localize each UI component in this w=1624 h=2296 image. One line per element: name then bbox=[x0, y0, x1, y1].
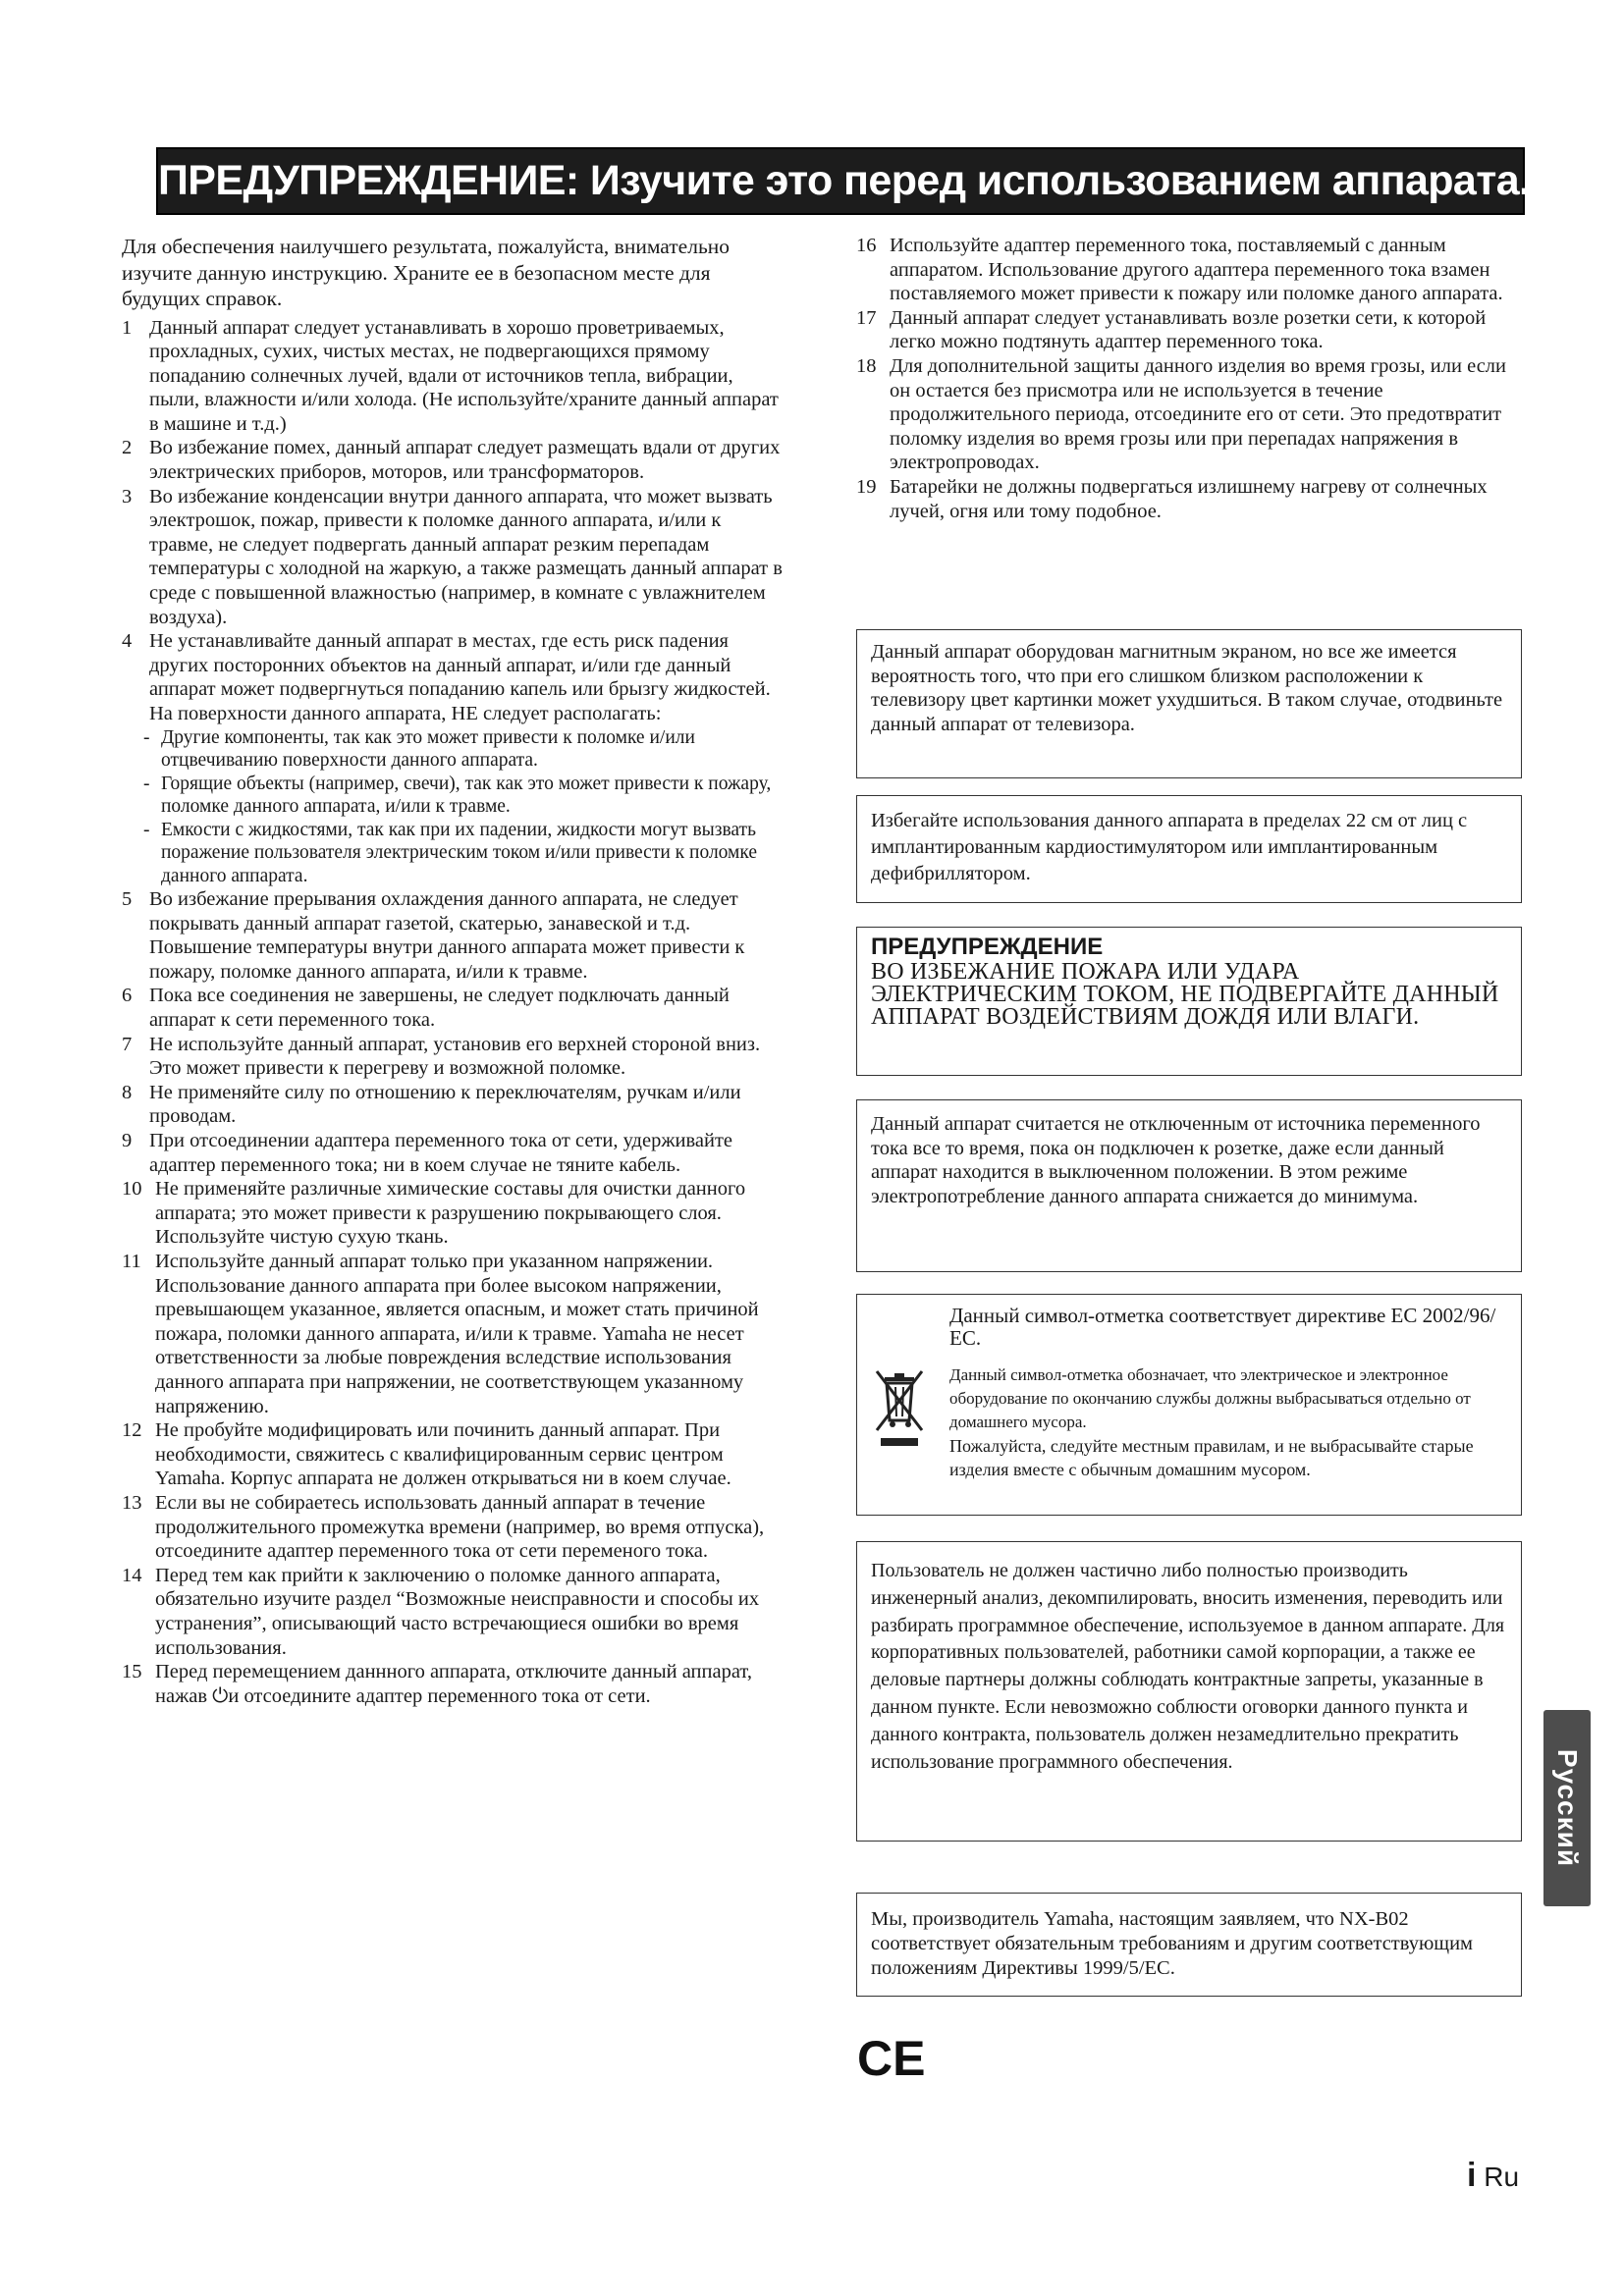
weee-paragraph: Данный символ-отметка соответствует директиве ЕС 2002/96/ЕС. bbox=[949, 1304, 1496, 1350]
item-number: 3 bbox=[122, 485, 133, 507]
page-lang: Ru bbox=[1484, 2162, 1520, 2192]
item-text: При отсоединении адаптера переменного тока от сети, удерживайте адаптер переменного тока; ни в коем случае не тяните кабель. bbox=[149, 1130, 732, 1176]
item-number: 2 bbox=[122, 437, 133, 459]
weee-text bbox=[949, 1305, 1507, 1481]
list-item bbox=[122, 984, 785, 1032]
list-item bbox=[122, 1081, 785, 1129]
item-text: Если вы не собираетесь использовать данный аппарат в течение продолжительного промежутка времени (например, во время отпуска), отсоедините адаптер переменного тока от сети переменого тока. bbox=[155, 1491, 765, 1563]
weee-paragraph: Пожалуйста, следуйте местным правилам, и не выбрасывайте старые изделия вместе с обычным домашним мусором. bbox=[949, 1436, 1474, 1479]
item-number: 4 bbox=[122, 630, 133, 653]
list-item bbox=[122, 1250, 785, 1418]
language-tab-label: Русский bbox=[1552, 1748, 1583, 1868]
sub-item bbox=[122, 819, 785, 888]
page-title: ПРЕДУПРЕЖДЕНИЕ: Изучите это перед использованием аппарата. bbox=[158, 157, 1531, 204]
list-item bbox=[122, 1129, 785, 1177]
item-text: Во избежание помех, данный аппарат следует размещать вдали от других электрических приборов, моторов, или трансформаторов. bbox=[149, 437, 781, 484]
pacemaker-notice: Избегайте использования данного аппарата в пределах 22 см от лиц с имплантированным кардиостимулятором или имплантированным дефибриллятором. bbox=[856, 795, 1522, 903]
list-item bbox=[856, 306, 1524, 354]
item-text: Не применяйте различные химические составы для очистки данного аппарата; это может привести к разрушению покрывающего слоя. Используйте чистую сухую ткань. bbox=[155, 1178, 746, 1249]
sub-item bbox=[122, 773, 785, 819]
item-number: 16 bbox=[856, 235, 877, 256]
item-text: Данный аппарат следует устанавливать возле розетки сети, к которой легко можно подтянуть адаптер переменного тока. bbox=[890, 306, 1487, 353]
warning-banner bbox=[156, 147, 1531, 215]
list-item bbox=[122, 316, 785, 437]
item-number: 9 bbox=[122, 1130, 133, 1152]
page-roman: i bbox=[1467, 2157, 1477, 2194]
item-number: 11 bbox=[122, 1251, 141, 1272]
sub-dash: - bbox=[143, 726, 150, 748]
list-item bbox=[122, 1564, 785, 1660]
page-number bbox=[1467, 2157, 1519, 2195]
list-item bbox=[856, 475, 1524, 523]
item-text: Не устанавливайте данный аппарат в местах, где есть риск падения других посторонних объектов на данный аппарат, и/или где данный аппарат может подвергнуться попаданию капель или брызгу жидкостей. На поверхности данного аппарата, НЕ следует располагать: bbox=[149, 630, 771, 724]
list-item bbox=[122, 1033, 785, 1081]
warning-body: ВО ИЗБЕЖАНИЕ ПОЖАРА ИЛИ УДАРА ЭЛЕКТРИЧЕСКИМ ТОКОМ, НЕ ПОДВЕРГАЙТЕ ДАННЫЙ АППАРАТ ВОЗДЕЙСТВИЯМ ДОЖДЯ ИЛИ ВЛАГИ. bbox=[871, 959, 1499, 1030]
item-number: 6 bbox=[122, 985, 133, 1007]
left-column bbox=[122, 234, 785, 1708]
item-text: Перед перемещением даннного аппарата, отключите данный аппарат, нажав ⏻и отсоедините адаптер переменного тока от сети. bbox=[155, 1661, 752, 1707]
list-item bbox=[122, 629, 785, 725]
weee-notice bbox=[856, 1294, 1522, 1516]
license-notice: Пользователь не должен частично либо полностью производить инженерный анализ, декомпилировать, вносить изменения, переводить или разбирать программное обеспечение, используемое в данном аппарате. Для корпоративных пользователей, работники самой корпорации, а также ее деловые партнеры должны соблюдать контрактные запреты, указанные в данном пункте. Если невозможно соблюсти оговорки данного пункта и данного контракта, пользователь должен незамедлительно прекратить использование программного обеспечения. bbox=[856, 1541, 1522, 1842]
crossed-bin-icon bbox=[871, 1363, 928, 1452]
right-column bbox=[856, 234, 1524, 523]
item-text: Перед тем как прийти к заключению о поломке данного аппарата, обязательно изучите раздел “Возможные неисправности и способы их устранения”, описывающий часто встречающиеся ошибки во время использования. bbox=[155, 1564, 760, 1659]
item-text: Пока все соединения не завершены, не следует подключать данный аппарат к сети переменного тока. bbox=[149, 985, 730, 1032]
item-number: 5 bbox=[122, 888, 133, 911]
item-text: Для дополнительной защиты данного изделия во время грозы, или если он остается без присмотра или не используется в течение продолжительного периода, отсоедините его от сети. Это предотвратит поломку изделия во время грозы или при перепадах напряжения в электропроводах. bbox=[890, 354, 1507, 474]
item-text: Используйте адаптер переменного тока, поставляемый с данным аппаратом. Использование другого адаптера переменного тока взамен поставляемого может привести к пожару или поломке даного аппарата. bbox=[890, 235, 1503, 305]
sub-dash: - bbox=[143, 773, 150, 794]
sub-text: Другие компоненты, так как это может привести к поломке и/или отцвечиванию поверхности данного аппарата. bbox=[161, 726, 695, 772]
item-text: Не используйте данный аппарат, установив его верхней стороной вниз. Это может привести к перегреву и возможной поломке. bbox=[149, 1033, 761, 1080]
sub-text: Емкости с жидкостями, так как при их падении, жидкости могут вызвать поражение пользователя электрическим током и/или привести к поломке данного аппарата. bbox=[161, 819, 758, 886]
sub-text: Горящие объекты (например, свечи), так как это может привести к пожару, поломке данного аппарата, и/или к травме. bbox=[161, 773, 772, 818]
list-item bbox=[122, 1660, 785, 1708]
list-item bbox=[122, 485, 785, 630]
item-number: 17 bbox=[856, 306, 877, 329]
ce-mark-text: CE bbox=[857, 2034, 926, 2083]
item-text: Во избежание прерывания охлаждения данного аппарата, не следует покрывать данный аппарат газетой, скатерью, занавеской и т.д. Повышение температуры внутри данного аппарата может привести к пожару, поломке данного аппарата, и/или к травме. bbox=[149, 888, 745, 983]
declaration-notice: Мы, производитель Yamaha, настоящим заявляем, что NX-B02 соответствует обязательным требованиям и другим соответствующим положениям Директивы 1999/5/ЕС. bbox=[856, 1893, 1522, 1997]
item-number: 19 bbox=[856, 475, 877, 498]
intro-paragraph: Для обеспечения наилучшего результата, пожалуйста, внимательно изучите данную инструкцию. Храните ее в безопасном месте для будущих справок. bbox=[122, 235, 731, 310]
list-item bbox=[122, 1177, 785, 1250]
list-item bbox=[122, 1418, 785, 1491]
item-text: Данный аппарат следует устанавливать в хорошо проветриваемых, прохладных, сухих, чистых местах, не подвергающихся прямому попаданию солнечных лучей, вдали от источников тепла, вибрации, пыли, влажности и/или холода. (Не используйте/храните данный аппарат в машине и т.д.) bbox=[149, 316, 779, 435]
item-text: Не пробуйте модифицировать или починить данный аппарат. При необходимости, свяжитесь с квалифицированным сервис центром Yamaha. Корпус аппарата не должен открываться ни в коем случае. bbox=[155, 1419, 731, 1490]
item-number: 14 bbox=[122, 1564, 142, 1586]
magnetic-shield-notice: Данный аппарат оборудован магнитным экраном, но все же имеется вероятность того, что при его слишком близком расположении к телевизору цвет картинки может ухудшиться. В таком случае, отодвиньте данный аппарат от телевизора. bbox=[856, 629, 1522, 778]
warning-box bbox=[856, 927, 1522, 1076]
item-number: 8 bbox=[122, 1081, 133, 1103]
list-item bbox=[122, 887, 785, 984]
item-number: 7 bbox=[122, 1033, 133, 1055]
item-text: Используйте данный аппарат только при указанном напряжении. Использование данного аппарата при более высоком напряжении, превышающем указанное, является опасным, и может стать причиной пожара, поломки данного аппарата, и/или к травме. Yamaha не несет ответственности за любые повреждения вследствие использования данного аппарата при напряжении, не соответствующем указанному напряжению. bbox=[155, 1251, 759, 1417]
item-number: 13 bbox=[122, 1491, 142, 1514]
item-number: 1 bbox=[122, 316, 133, 339]
weee-paragraph: Данный символ-отметка обозначает, что электрическое и электронное оборудование по окончанию службы должны выбрасываться отдельно от домашнего мусора. bbox=[949, 1365, 1471, 1431]
list-item bbox=[856, 354, 1524, 475]
item-number: 10 bbox=[122, 1178, 142, 1201]
standby-notice: Данный аппарат считается не отключенным от источника переменного тока все то время, пока он подключен к розетке, даже если данный аппарат находится в выключенном положении. В этом режиме электропотребление данного аппарата снижается до минимума. bbox=[856, 1099, 1522, 1272]
language-tab bbox=[1543, 1710, 1591, 1906]
list-item bbox=[122, 1491, 785, 1564]
item-number: 15 bbox=[122, 1661, 142, 1683]
item-text: Во избежание конденсации внутри данного аппарата, что может вызвать электрошок, пожар, привести к поломке данного аппарата, и/или к травме, не следует подвергать данный аппарат резким перепадам температуры с холодной на жаркую, а также размещать данный аппарат в среде с повышенной влажностью (например, в комнате с увлажнителем воздуха). bbox=[149, 485, 783, 628]
item-number: 12 bbox=[122, 1419, 142, 1442]
item-text: Не применяйте силу по отношению к переключателям, ручкам и/или проводам. bbox=[149, 1081, 741, 1128]
sub-dash: - bbox=[143, 819, 150, 840]
ce-mark-icon bbox=[857, 2034, 936, 2083]
sub-item bbox=[122, 726, 785, 773]
list-item bbox=[122, 436, 785, 484]
list-item bbox=[856, 234, 1524, 306]
item-number: 18 bbox=[856, 354, 877, 377]
item-text: Батарейки не должны подвергаться излишнему нагреву от солнечных лучей, огня или тому подобное. bbox=[890, 475, 1488, 522]
warning-title: ПРЕДУПРЕЖДЕНИЕ bbox=[871, 934, 1104, 960]
